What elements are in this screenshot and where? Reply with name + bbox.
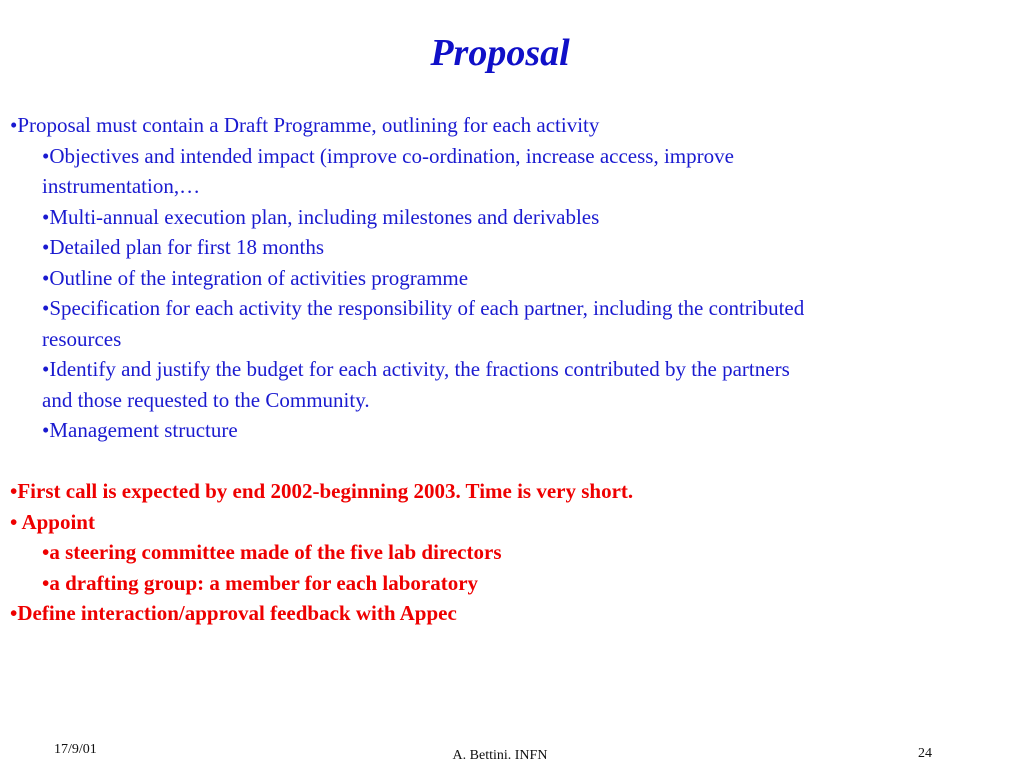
highlight-bullet-line: •First call is expected by end 2002-beginning 2003. Time is very short. <box>10 479 634 503</box>
footer-author: A. Bettini. INFN <box>452 748 548 763</box>
highlight-bullet-line: •Define interaction/approval feedback with Appec <box>10 601 457 625</box>
footer-page-number: 24 <box>918 746 932 761</box>
sub-bullet-continuation: and those requested to the Community. <box>42 387 370 412</box>
sub-bullet-line: •Outline of the integration of activities programme <box>42 265 469 290</box>
sub-bullet-line: •Detailed plan for first 18 months <box>42 235 325 259</box>
slide-title: Proposal <box>430 32 570 74</box>
sub-bullet-line: •Specification for each activity the responsibility of each partner, including the contributed <box>42 296 805 320</box>
sub-bullet-continuation: resources <box>42 326 122 351</box>
sub-bullet-continuation: instrumentation,… <box>42 174 201 198</box>
bullet-line: •Proposal must contain a Draft Programme, outlining for each activity <box>10 113 600 137</box>
highlight-sub-bullet-line: •a steering committee made of the five lab directors <box>42 540 502 564</box>
sub-bullet-line: •Objectives and intended impact (improve co-ordination, increase access, improve <box>42 143 734 168</box>
slide-body <box>10 110 1000 629</box>
highlight-bullet-line: • Appoint <box>10 509 95 534</box>
sub-bullet-line: •Management structure <box>42 418 238 442</box>
sub-bullet-line: •Identify and justify the budget for each activity, the fractions contributed by the partners <box>42 357 790 381</box>
footer-date: 17/9/01 <box>54 742 97 757</box>
highlight-sub-bullet-line: •a drafting group: a member for each laboratory <box>42 570 479 595</box>
blank-line <box>10 446 1000 477</box>
sub-bullet-line: •Multi-annual execution plan, including milestones and derivables <box>42 204 600 229</box>
